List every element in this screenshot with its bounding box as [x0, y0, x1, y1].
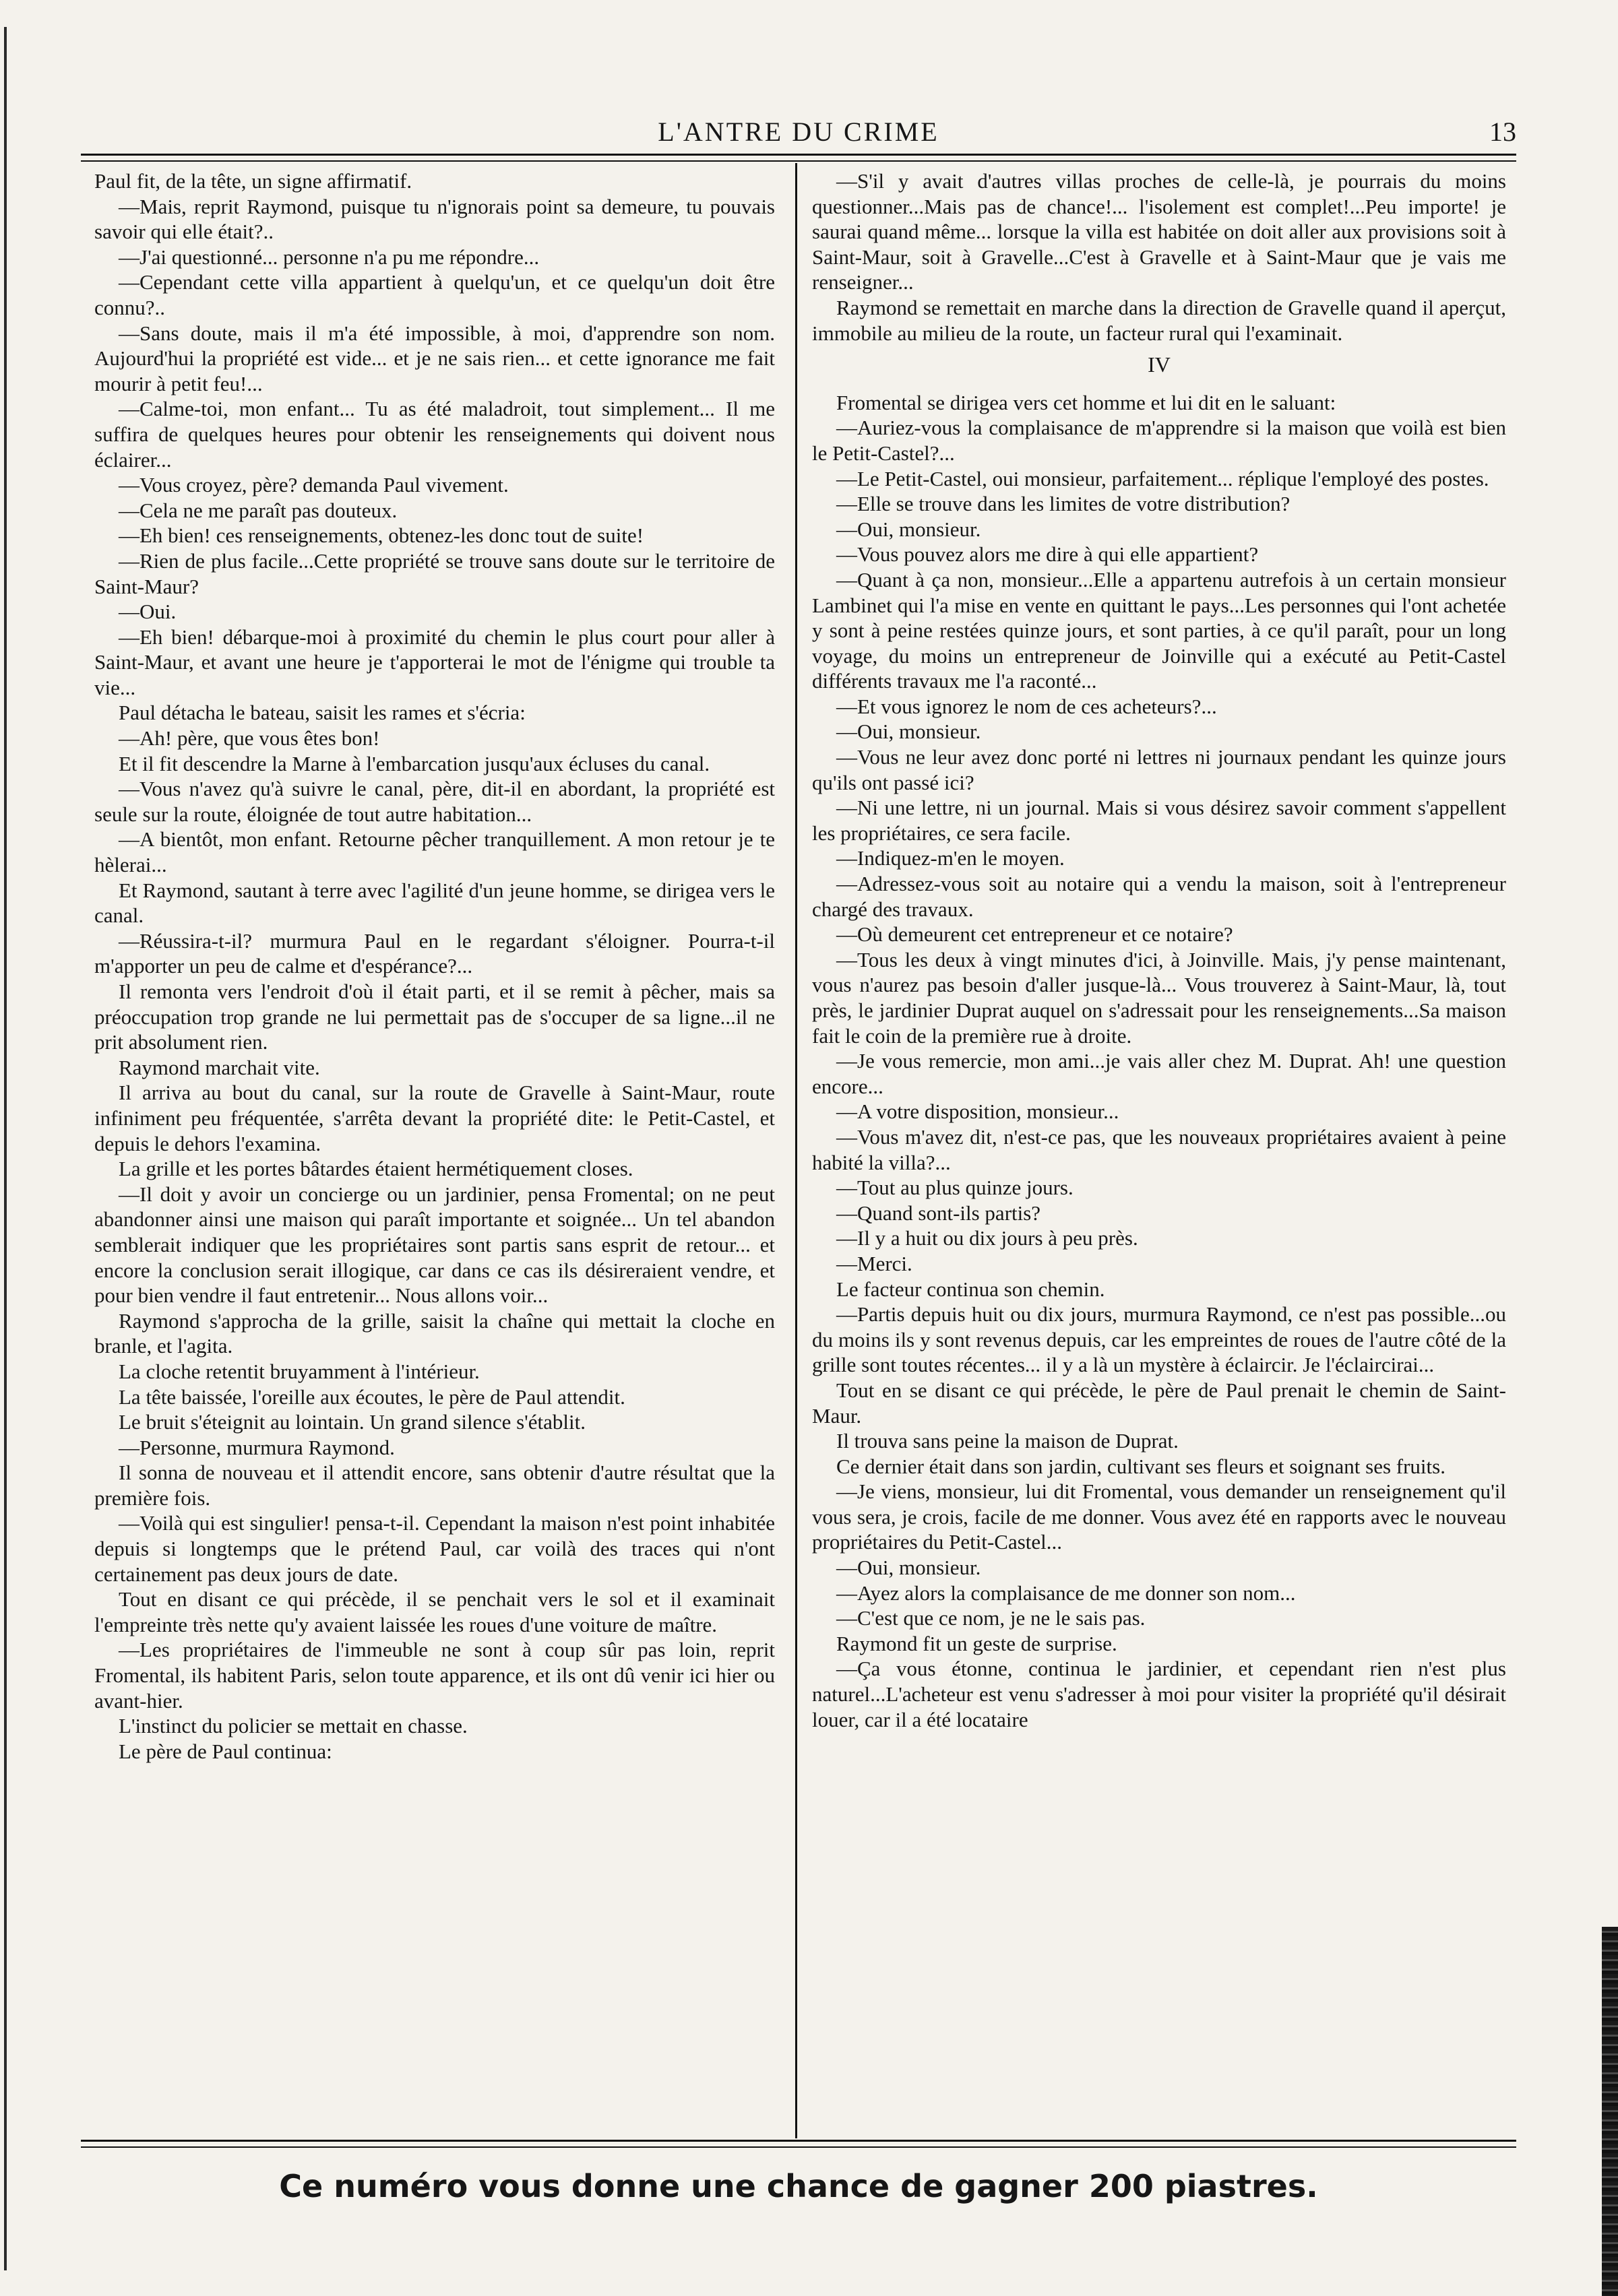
paragraph: —Il y a huit ou dix jours à peu près.	[836, 1226, 1138, 1250]
paragraph: —A votre disposition, monsieur...	[836, 1099, 1119, 1124]
paragraph: Il trouva sans peine la maison de Duprat.	[836, 1429, 1179, 1453]
paragraph: Et il fit descendre la Marne à l'embarcation jusqu'aux écluses du canal.	[119, 751, 710, 775]
column-divider	[795, 163, 797, 2138]
paragraph: —Indiquez-m'en le moyen.	[836, 846, 1065, 870]
paragraph: —Où demeurent cet entrepreneur et ce notaire?	[836, 922, 1233, 947]
paragraph: —C'est que ce nom, je ne le sais pas.	[836, 1606, 1146, 1630]
paragraph: L'instinct du policier se mettait en chasse.	[119, 1714, 468, 1738]
paragraph: —Quand sont-ils partis?	[836, 1201, 1041, 1225]
paragraph: Tout en disant ce qui précède, il se penchait vers le sol et il examinait l'empreinte très nette qu'y avaient laissée les roues d'une voiture de maître.	[94, 1587, 775, 1636]
paragraph: —Oui, monsieur.	[836, 517, 981, 541]
footer-rule-thin	[81, 2146, 1516, 2148]
footer-notice: Ce numéro vous donne une chance de gagner 200 piastres.	[279, 2168, 1318, 2204]
right-column-top	[812, 168, 1506, 346]
paragraph: Raymond marchait vite.	[119, 1055, 320, 1079]
paragraph: Et Raymond, sautant à terre avec l'agilité d'un jeune homme, se dirigea vers le canal.	[94, 878, 775, 928]
paragraph: —J'ai questionné... personne n'a pu me répondre...	[119, 245, 540, 269]
paragraph: —Ni une lettre, ni un journal. Mais si vous désirez savoir comment s'appellent les propriétaires, ce sera facile.	[812, 796, 1506, 845]
paragraph: Paul détacha le bateau, saisit les rames et s'écria:	[119, 701, 526, 725]
paragraph: —Vous pouvez alors me dire à qui elle appartient?	[836, 542, 1259, 567]
paragraph: Le facteur continua son chemin.	[836, 1277, 1105, 1301]
paragraph: —Eh bien! débarque-moi à proximité du chemin le plus court pour aller à Saint-Maur, et avant une heure je t'apporterai le mot de l'énigme qui trouble ta vie...	[94, 625, 775, 699]
paragraph: Il arriva au bout du canal, sur la route de Gravelle à Saint-Maur, route infiniment peu fréquentée, s'arrêta devant la propriété dite: le Petit-Castel, et depuis le dehors l'examina.	[94, 1081, 775, 1155]
paragraph: —Quant à ça non, monsieur...Elle a appartenu autrefois à un certain monsieur Lambinet qui l'a mise en vente en quittant le pays...Les personnes qui l'ont achetée y sont à peine restées quinze jours, et sont parties, à ce qu'il paraît, pour un long voyage, du moins un entrepreneur de Joinville qui a exécuté au Petit-Castel différents travaux me l'a raconté...	[812, 567, 1506, 693]
paragraph: Il sonna de nouveau et il attendit encore, sans obtenir d'autre résultat que la première fois.	[94, 1461, 775, 1510]
paragraph: —Calme-toi, mon enfant... Tu as été maladroit, tout simplement... Il me suffira de quelques heures pour obtenir les renseignements qui doivent nous éclairer...	[94, 397, 775, 472]
paragraph: —Ayez alors la complaisance de me donner son nom...	[836, 1581, 1296, 1605]
paragraph: —Vous croyez, père? demanda Paul vivement.	[119, 473, 509, 497]
section-heading: IV	[1148, 352, 1171, 377]
scan-binding-edge	[4, 27, 7, 2270]
paragraph: —Adressez-vous soit au notaire qui a vendu la maison, soit à l'entrepreneur chargé des travaux.	[812, 872, 1506, 921]
paragraph: —Tout au plus quinze jours.	[836, 1176, 1074, 1200]
paragraph: —Je viens, monsieur, lui dit Fromental, vous demander un renseignement qu'il vous sera, je crois, facile de me donner. Vous avez été en rapports avec le nouveau propriétaires du Petit-Castel...	[812, 1479, 1506, 1554]
left-column	[94, 168, 775, 2136]
paragraph: —Ça vous étonne, continua le jardinier, et cependant rien n'est plus naturel...L'acheteur est venu s'adresser à moi pour visiter la propriété qu'il désirait louer, car il a été locataire	[812, 1657, 1506, 1731]
paragraph: —Voilà qui est singulier! pensa-t-il. Cependant la maison n'est point inhabitée depuis si longtemps que le prétend Paul, car voilà des traces qui n'ont certainement pas deux jours de date.	[94, 1511, 775, 1586]
paragraph: —Tous les deux à vingt minutes d'ici, à Joinville. Mais, j'y pense maintenant, vous n'aurez pas besoin d'aller jusque-là... Vous trouverez à Saint-Maur, là, tout près, le jardinier Duprat auquel on s'adressait pour les renseignements...Sa maison fait le coin de la première rue à droite.	[812, 947, 1506, 1048]
paragraph: —Vous n'avez qu'à suivre le canal, père, dit-il en abordant, la propriété est seule sur la route, éloignée de tout autre habitation...	[94, 777, 775, 826]
paragraph: Fromental se dirigea vers cet homme et lui dit en le saluant:	[836, 390, 1336, 414]
paragraph: Raymond se remettait en marche dans la direction de Gravelle quand il aperçut, immobile au milieu de la route, un facteur rural qui l'examinait.	[812, 295, 1506, 345]
scan-edge-artifact	[1602, 1927, 1618, 2296]
paragraph: La tête baissée, l'oreille aux écoutes, le père de Paul attendit.	[119, 1384, 625, 1409]
paragraph: Paul fit, de la tête, un signe affirmatif.	[94, 169, 412, 193]
paragraph: —Elle se trouve dans les limites de votre distribution?	[836, 492, 1290, 516]
paragraph: Raymond fit un geste de surprise.	[836, 1631, 1117, 1655]
paragraph: La grille et les portes bâtardes étaient hermétiquement closes.	[119, 1157, 633, 1181]
header-rule	[81, 154, 1516, 156]
right-column	[812, 168, 1506, 2136]
paragraph: —S'il y avait d'autres villas proches de celle-là, je pourrais du moins questionner...Mais pas de chance!... l'isolement est complet!...Peu importe! je saurai quand même... lorsque la villa est habitée on doit aller aux provisions soit à Saint-Maur, soit à Gravelle...C'est à Gravelle et à Saint-Maur que je vais me renseigner...	[812, 169, 1506, 294]
header-rule-thin	[81, 160, 1516, 162]
page-number: 13	[1489, 117, 1516, 147]
paragraph: Le père de Paul continua:	[119, 1739, 332, 1763]
paragraph: —Réussira-t-il? murmura Paul en le regardant s'éloigner. Pourra-t-il m'apporter un peu de calme et d'espérance?...	[94, 928, 775, 978]
paragraph: La cloche retentit bruyamment à l'intérieur.	[119, 1359, 480, 1383]
paragraph: —Oui, monsieur.	[836, 1556, 981, 1580]
paragraph: Raymond s'approcha de la grille, saisit la chaîne qui mettait la cloche en branle, et l'agita.	[94, 1308, 775, 1358]
paragraph: —Il doit y avoir un concierge ou un jardinier, pensa Fromental; on ne peut abandonner ainsi une maison qui paraît importante et soignée... Un tel abandon semblerait indiquer que les propriétaires sont partis sans esprit de retour... et encore la conclusion serait illogique, car dans ce cas ils désireraient vendre, et pour bien vendre il faut entretenir... Nous allons voir...	[94, 1182, 775, 1308]
paragraph: —Personne, murmura Raymond.	[119, 1435, 395, 1459]
paragraph: Il remonta vers l'endroit d'où il était parti, et il se remit à pêcher, mais sa préoccupation trop grande ne lui permettait pas de s'occuper de sa ligne...il ne prit absolument rien.	[94, 980, 775, 1054]
paragraph: —Oui, monsieur.	[836, 720, 981, 744]
paragraph: —Vous ne leur avez donc porté ni lettres ni journaux pendant les quinze jours qu'ils ont passé ici?	[812, 745, 1506, 794]
paragraph: —Je vous remercie, mon ami...je vais aller chez M. Duprat. Ah! une question encore...	[812, 1049, 1506, 1098]
paragraph: —Ah! père, que vous êtes bon!	[119, 726, 380, 751]
footer-rule	[81, 2140, 1516, 2142]
paragraph: —Oui.	[119, 600, 177, 624]
paragraph: —Auriez-vous la complaisance de m'apprendre si la maison que voilà est bien le Petit-Castel?...	[812, 416, 1506, 465]
paragraph: —Vous m'avez dit, n'est-ce pas, que les nouveaux propriétaires avaient à peine habité la villa?...	[812, 1124, 1506, 1174]
paragraph: —A bientôt, mon enfant. Retourne pêcher tranquillement. A mon retour je te hèlerai...	[94, 827, 775, 877]
page-header	[81, 113, 1516, 154]
paragraph: Ce dernier était dans son jardin, cultivant ses fleurs et soignant ses fruits.	[836, 1454, 1445, 1478]
paragraph: Le bruit s'éteignit au lointain. Un grand silence s'établit.	[119, 1410, 586, 1434]
paragraph: —Et vous ignorez le nom de ces acheteurs?...	[836, 694, 1217, 718]
right-column-body	[812, 390, 1506, 1732]
paragraph: —Eh bien! ces renseignements, obtenez-les donc tout de suite!	[119, 523, 644, 548]
paragraph: —Partis depuis huit ou dix jours, murmura Raymond, ce n'est pas possible...ou du moins ils y sont revenus depuis, car les empreintes de roues de l'autre côté de la grille sont toutes récentes... il y a là un mystère à éclaircir. Je l'éclaircirai...	[812, 1302, 1506, 1377]
paragraph: —Sans doute, mais il m'a été impossible, à moi, d'apprendre son nom. Aujourd'hui la propriété est vide... et je ne sais rien... et cette ignorance me fait mourir à petit feu!...	[94, 321, 775, 395]
paragraph: —Mais, reprit Raymond, puisque tu n'ignorais point sa demeure, tu pouvais savoir qui elle était?..	[94, 194, 775, 244]
paragraph: —Rien de plus facile...Cette propriété se trouve sans doute sur le territoire de Saint-Maur?	[94, 548, 775, 598]
paragraph: Tout en se disant ce qui précède, le père de Paul prenait le chemin de Saint-Maur.	[812, 1378, 1506, 1428]
paragraph: —Cela ne me paraît pas douteux.	[119, 498, 398, 522]
running-title: L'ANTRE DU CRIME	[658, 117, 939, 147]
paragraph: —Merci.	[836, 1251, 912, 1275]
paragraph: —Cependant cette villa appartient à quelqu'un, et ce quelqu'un doit être connu?..	[94, 270, 775, 319]
paragraph: —Le Petit-Castel, oui monsieur, parfaitement... réplique l'employé des postes.	[836, 466, 1489, 490]
paragraph: —Les propriétaires de l'immeuble ne sont à coup sûr pas loin, reprit Fromental, ils habitent Paris, selon toute apparence, et ils ont dû venir ici hier ou avant-hier.	[94, 1638, 775, 1713]
